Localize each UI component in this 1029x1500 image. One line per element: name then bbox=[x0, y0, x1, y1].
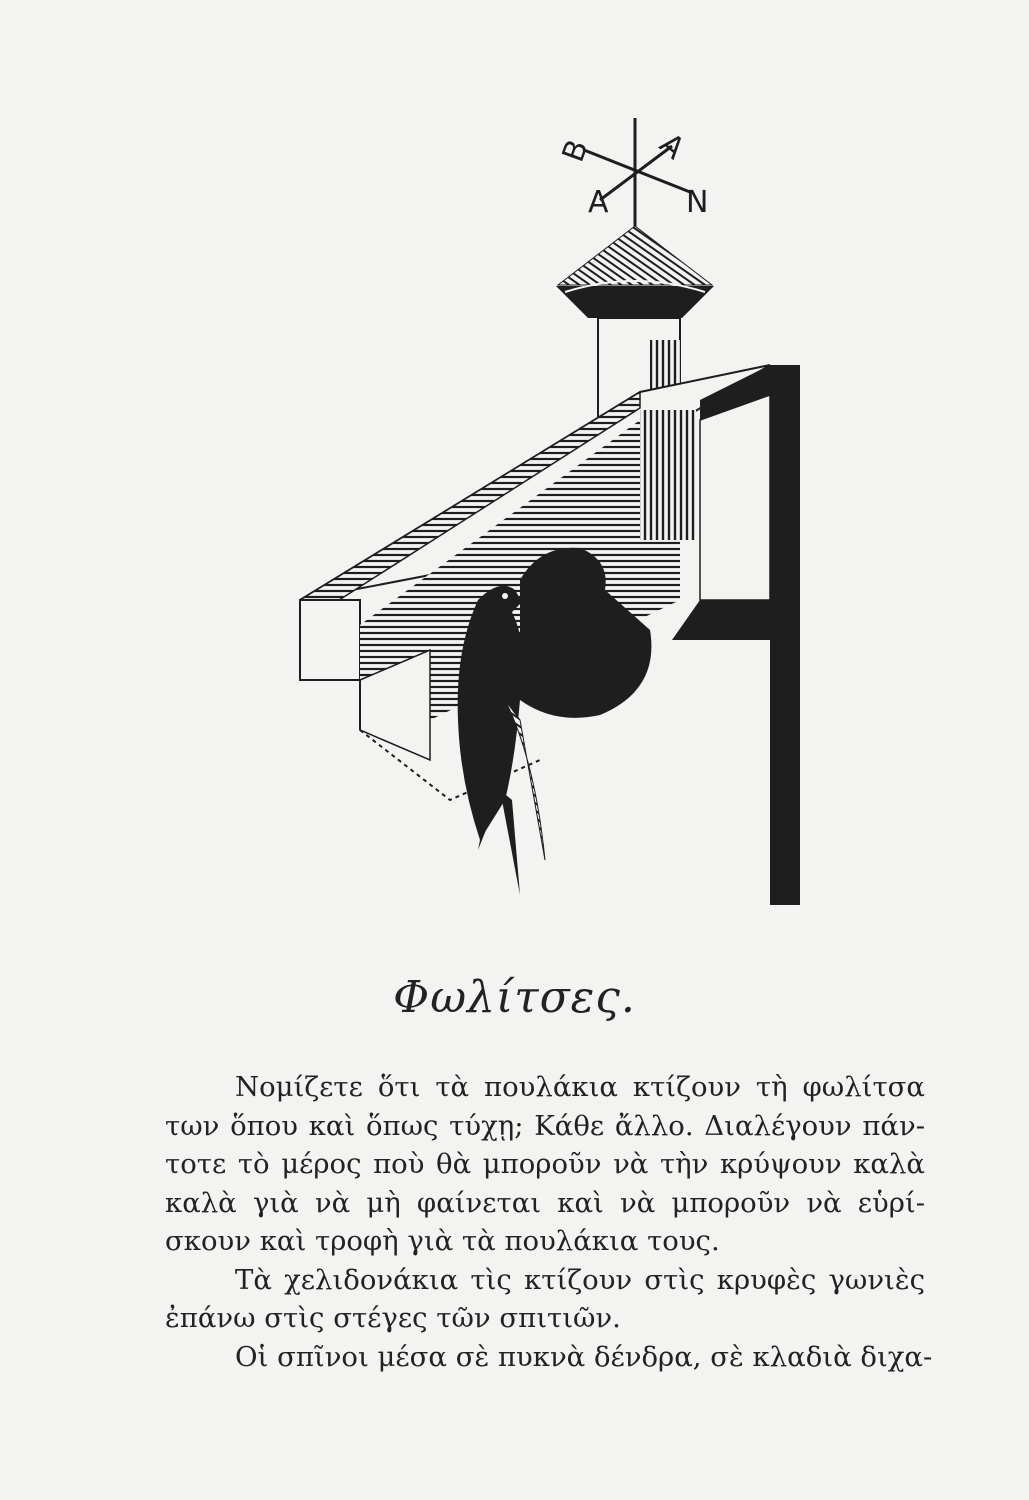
text-line-7: ἐπάνω στὶς στέγες τῶν σπιτιῶν. bbox=[165, 1302, 621, 1334]
text-line-2: των ὅπου καὶ ὅπως τύχῃ; Κάθε ἄλλο. Διαλέγουν πάν- bbox=[165, 1109, 925, 1142]
vane-letter-3: A bbox=[652, 126, 691, 167]
vane-letter-2: A bbox=[588, 185, 609, 220]
text-line-5: σκουν καὶ τροφὴ γιὰ τὰ πουλάκια τους. bbox=[165, 1225, 720, 1257]
text-line-4: καλὰ γιὰ νὰ μὴ φαίνεται καὶ νὰ μποροῦν νὰ εὑρί- bbox=[165, 1186, 925, 1219]
body-text bbox=[165, 1068, 933, 1376]
text-line-1: Νομίζετε ὅτι τὰ πουλάκια κτίζουν τὴ φωλίτσα bbox=[235, 1071, 925, 1103]
weather-vane bbox=[556, 118, 709, 228]
text-line-3: τοτε τὸ μέρος ποὺ θὰ μποροῦν νὰ τὴν κρύψουν καλὰ bbox=[165, 1148, 925, 1180]
text-line-8: Οἱ σπῖνοι μέσα σὲ πυκνὰ δένδρα, σὲ κλαδιὰ διχα- bbox=[235, 1340, 933, 1373]
vane-letter-1: B bbox=[555, 135, 596, 167]
text-line-6: Τὰ χελιδονάκια τὶς κτίζουν στὶς κρυφὲς γωνιὲς bbox=[235, 1263, 925, 1296]
vane-letter-4: N bbox=[686, 185, 709, 220]
chapter-title: Φωλίτσες. bbox=[393, 972, 636, 1023]
